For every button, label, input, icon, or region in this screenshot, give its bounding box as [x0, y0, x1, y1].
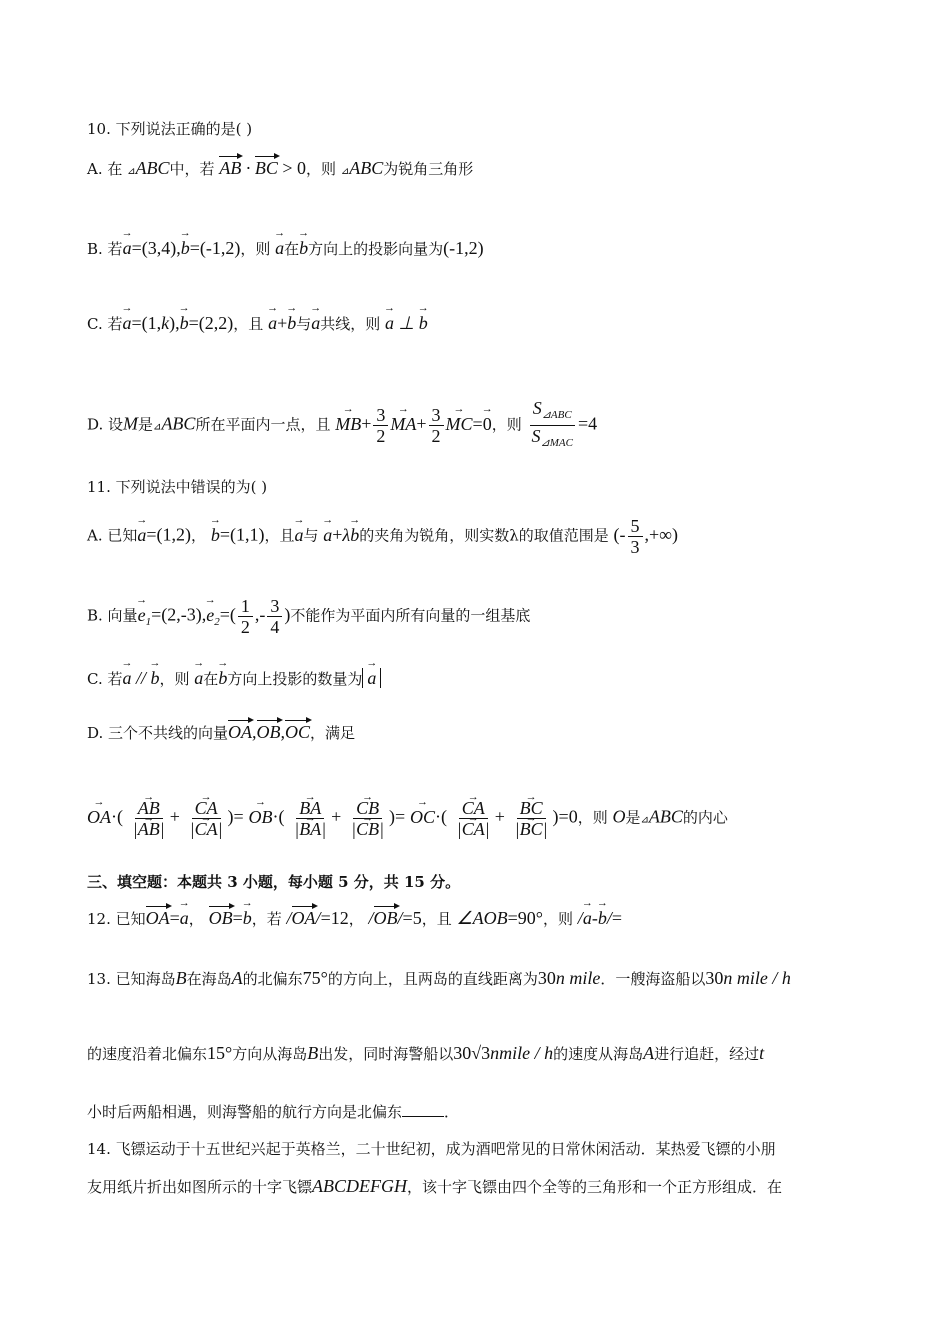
q11-option-a: A. 已知→ a=(1,2)， → b=(1,1)，且→ a与 → a+λ→ b的夹角为锐角，则实数λ的取值范围是 (- $\frac{5}{3}$ ,+∞) [87, 516, 678, 557]
q14-line1: 14. 飞镖运动于十五世纪兴起于英格兰，二十世纪初，成为酒吧常见的日常休闲活动．某热爱飞镖的小朋 [87, 1140, 776, 1158]
q10-option-b: B. 若→ a=(3,4),→ b=(-1,2)，则 → a在→ b方向上的投影向量为(-1,2) [87, 238, 484, 259]
q10-option-d: D. 设M是⊿ABC所在平面内一点，且 → MB+ $\frac{3}{2}$ → MA+ $\frac{3}{2}$ → MC=→ 0，则 $\frac{S_{⊿ABC}}{S_{⊿MAC}}$ =4 [87, 398, 597, 453]
q11-option-b: B. 向量→ $e_1=(2,-3),\to e_2=$( $\frac{1}{2}$ ,- $\frac{3}{4}$ )不能作为平面内所有向量的一组基底 [87, 596, 530, 637]
q11-option-d-equation: → OA·( → $\frac{AB}{|\to AB|}$ + → $\frac{CA}{|\to CA|}$ )= → OB·( → $\frac{BA}{|\to BA|}$ + → $\frac{CB}{|\to CB|}$ )= → OC·( → $\frac{CA}{|\to CA|}$ + → $\frac{BC}{|\to BC|}$ )=0，则 O是⊿ABC的内心 [87, 798, 728, 839]
q13-line2: 的速度沿着北偏东15°方向从海岛B出发，同时海警船以30√3nmile / h的速度从海岛A进行追赶，经过t [87, 1043, 765, 1063]
q11-option-d: D. 三个不共线的向量OA,OB,OC，满足 [87, 722, 356, 742]
answer-blank [402, 1102, 444, 1117]
q13-line1: 13. 已知海岛B在海岛A的北偏东75°的方向上，且两岛的直线距离为30n mile．一艘海盗船以30n mile / h [87, 968, 791, 988]
q10-option-a: A. 在 ⊿ABC中，若 AB · BC > 0，则 ⊿ABC为锐角三角形 [87, 158, 474, 178]
q12: 12. 已知OA=→ a， OB=→ b，若 /OA/=12， /OB/=5，且 ∠AOB=90°，则 /→ a-→ b/= [87, 908, 622, 929]
q10-option-c: C. 若→ a=(1,k),→ b=(2,2)，且 → a+→ b与→ a共线，则 → a ⊥ → b [87, 313, 428, 334]
section-heading: 三、填空题：本题共 3 小题，每小题 5 分，共 15 分。 [87, 873, 461, 891]
q10-stem: 10. 下列说法正确的是( ) [87, 120, 253, 138]
q14-line2: 友用纸片折出如图所示的十字飞镖ABCDEFGH，该十字飞镖由四个全等的三角形和一个正方形组成．在 [87, 1176, 783, 1196]
q11-option-c: C. 若→ a // → b，则 → a在→ b方向上投影的数量为→ a [87, 668, 381, 689]
q13-line3: 小时后两船相遇，则海警船的航行方向是北偏东 ． [87, 1103, 460, 1121]
q11-stem: 11. 下列说法中错误的为( ) [87, 478, 268, 496]
